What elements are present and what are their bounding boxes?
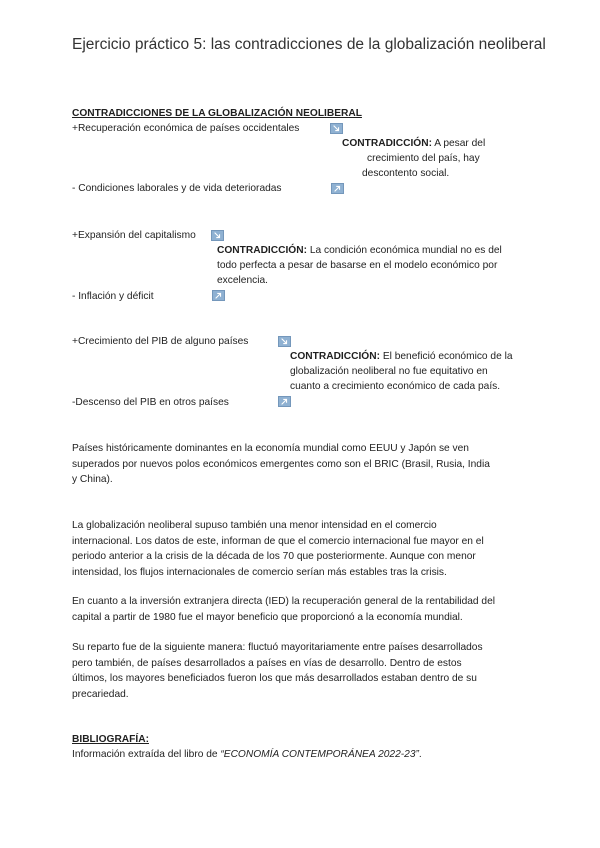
paragraph-comercio: La globalización neoliberal supuso también una menor intensidad en el comercio internacional. Los datos de este, informan de que el comercio internacional fue mayor en el periodo anterior a la crisis de la década de los 70 que posteriormente. Aunque con menor intensidad, los flujos internacionales de comercio serían más estables tras la crisis.	[72, 520, 484, 578]
paragraph-ied: En cuanto a la inversión extranjera directa (IED) la recuperación general de la rentabilidad del capital a partir de 1980 fue el mayor beneficio que proporcionó a la economía mundial.	[72, 596, 496, 623]
arrow-down-right-icon	[278, 336, 291, 347]
arrow-down-right-icon	[330, 123, 343, 134]
document-title: Ejercicio práctico 5: las contradicciones de la globalización neoliberal	[72, 36, 546, 53]
block-3-contradiction-line-3: cuanto a crecimiento económico de cada país.	[290, 381, 501, 392]
arrow-down-right-icon	[211, 230, 224, 241]
paragraph-bric: Países históricamente dominantes en la economía mundial como EEUU y Japón se ven superados por nuevos polos económicos emergentes como son el BRIC (Brasil, Rusia, India y China).	[72, 443, 490, 485]
block-1-contradiction-line-2: crecimiento del país, hay	[367, 153, 480, 164]
block-3-contradiction-line-1: CONTRADICCIÓN: El benefició económico de la	[290, 351, 513, 362]
block-2-contradiction-line-2: todo perfecta a pesar de basarse en el modelo económico por	[217, 260, 498, 271]
block-1-minus: - Condiciones laborales y de vida deterioradas	[72, 183, 282, 194]
block-3-minus: -Descenso del PIB en otros países	[72, 397, 229, 408]
block-2-contradiction-line-3: excelencia.	[217, 275, 268, 286]
block-2-contradiction-line-1: CONTRADICCIÓN: La condición económica mundial no es del	[217, 245, 502, 256]
book-title: “ECONOMÍA CONTEMPORÁNEA 2022-23”	[220, 749, 419, 760]
paragraph-reparto: Su reparto fue de la siguiente manera: fluctuó mayoritariamente entre países desarrollados pero también, de países desarrollados a países en vías de desarrollo. Dentro de estos últimos, los mayores beneficiados fueron los que más desarrollados estaban dentro de su precariedad.	[72, 642, 483, 700]
arrow-up-right-icon	[331, 183, 344, 194]
arrow-up-right-icon	[212, 290, 225, 301]
block-2-minus: - Inflación y déficit	[72, 291, 154, 302]
block-3-contradiction-line-2: globalización neoliberal no fue equitativo en	[290, 366, 488, 377]
block-1-contradiction-line-3: descontento social.	[362, 168, 450, 179]
bibliography-heading: BIBLIOGRAFÍA:	[72, 734, 149, 745]
block-1-plus: +Recuperación económica de países occidentales	[72, 123, 300, 134]
bibliography-text: Información extraída del libro de “ECONOMÍA CONTEMPORÁNEA 2022-23”.	[72, 749, 422, 760]
arrow-up-right-icon	[278, 396, 291, 407]
block-3-plus: +Crecimiento del PIB de alguno países	[72, 336, 249, 347]
block-2-plus: +Expansión del capitalismo	[72, 230, 196, 241]
block-1-contradiction-line-1: CONTRADICCIÓN: A pesar del	[342, 138, 486, 149]
section-heading: CONTRADICCIONES DE LA GLOBALIZACIÓN NEOLIBERAL	[72, 108, 362, 119]
